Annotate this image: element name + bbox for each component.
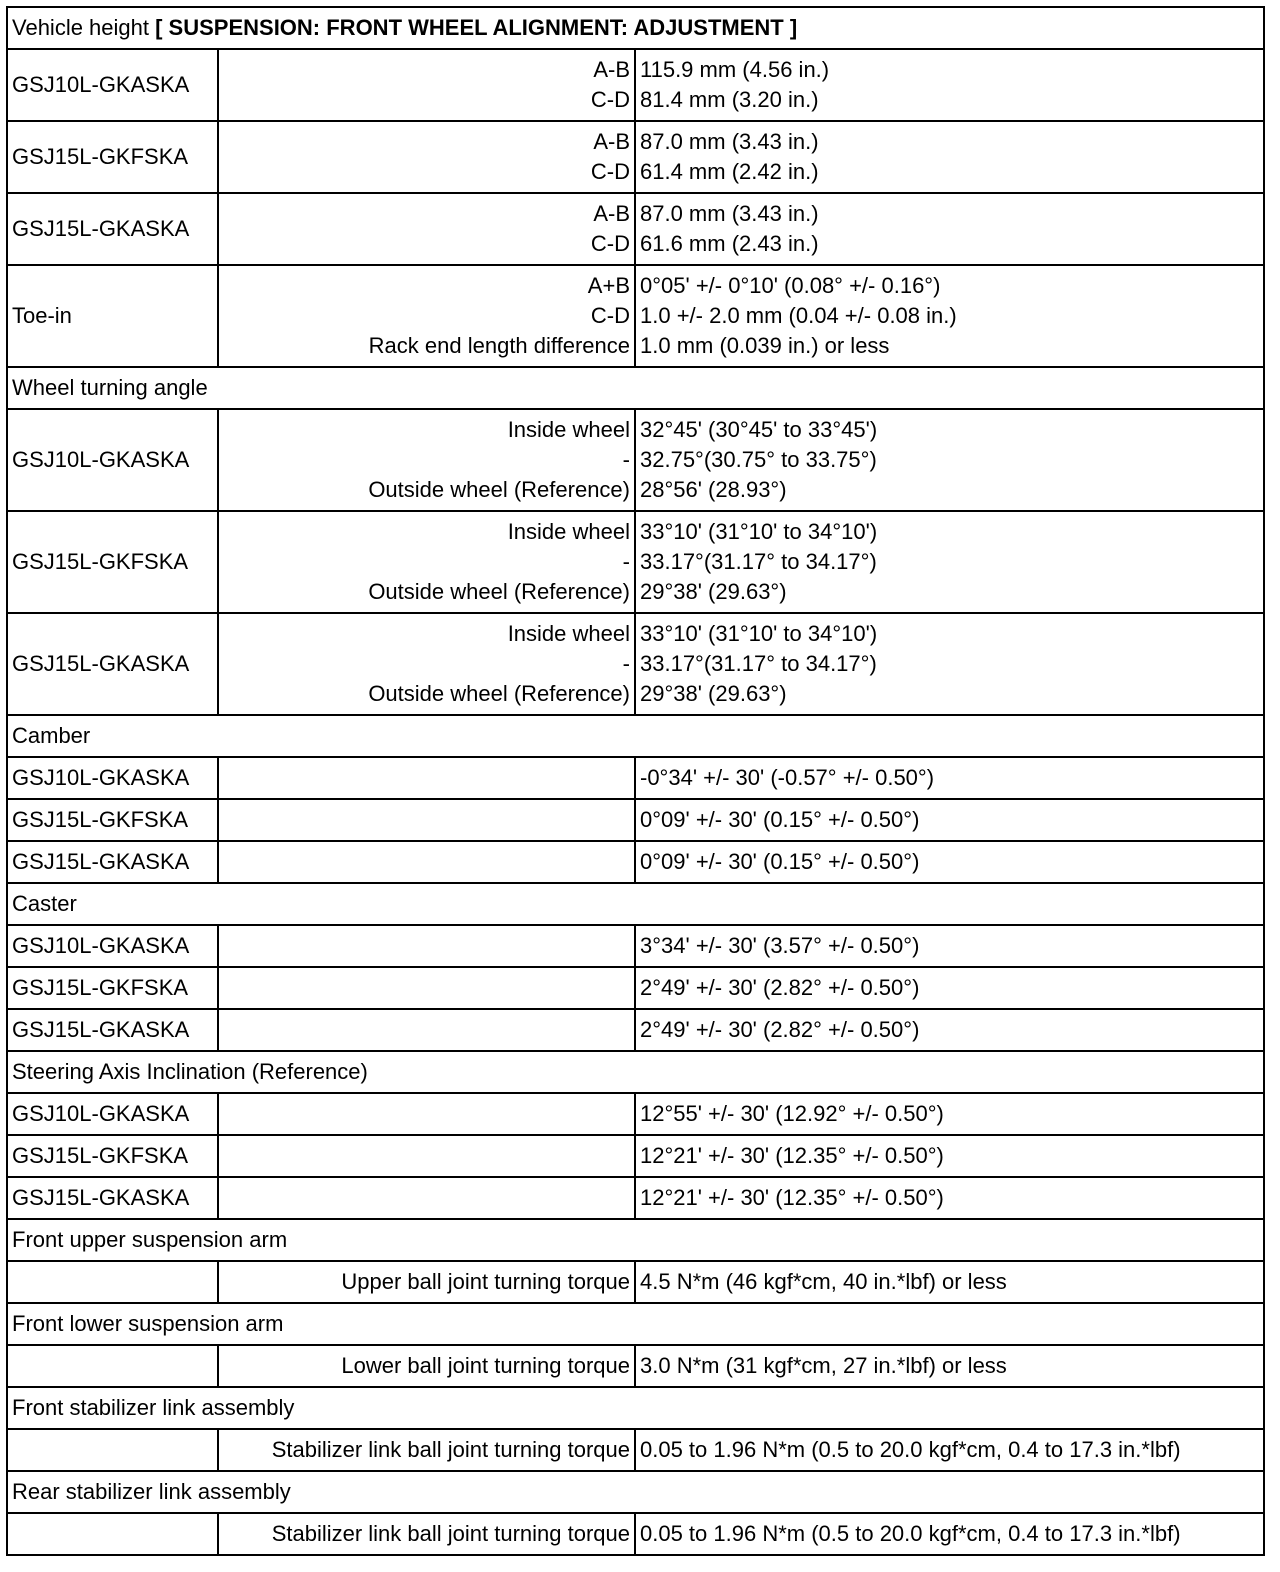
value-cell: 2°49' +/- 30' (2.82° +/- 0.50°) [635,967,1264,1009]
label-line: Inside wheel [507,519,630,544]
value-line: 33.17°(31.17° to 34.17°) [640,549,877,574]
value-line: 61.6 mm (2.43 in.) [640,231,819,256]
model-cell: GSJ15L-GKASKA [7,613,218,715]
section-heading: Rear stabilizer link assembly [7,1471,1264,1513]
value-cell: 0°09' +/- 30' (0.15° +/- 0.50°) [635,799,1264,841]
model-cell [7,1261,218,1303]
table-row [7,1093,1264,1135]
model-cell: GSJ10L-GKASKA [7,409,218,511]
label-cell: Stabilizer link ball joint turning torque [218,1513,635,1555]
model-cell: GSJ15L-GKFSKA [7,121,218,193]
value-line: 87.0 mm (3.43 in.) [640,201,819,226]
table-row [7,1177,1264,1219]
value-cell [635,193,1264,265]
section-heading: Steering Axis Inclination (Reference) [7,1051,1264,1093]
label-cell [218,409,635,511]
section-heading: Front lower suspension arm [7,1303,1264,1345]
table-row [7,967,1264,1009]
label-cell [218,265,635,367]
table-row [7,409,1264,511]
label-cell [218,1093,635,1135]
value-line: 81.4 mm (3.20 in.) [640,87,819,112]
table-row [7,799,1264,841]
value-line: 61.4 mm (2.42 in.) [640,159,819,184]
value-cell: 3°34' +/- 30' (3.57° +/- 0.50°) [635,925,1264,967]
value-line: 29°38' (29.63°) [640,681,787,706]
value-line: 32°45' (30°45' to 33°45') [640,417,878,442]
label-cell: Stabilizer link ball joint turning torque [218,1429,635,1471]
label-line: A+B [587,273,630,298]
value-line: 87.0 mm (3.43 in.) [640,129,819,154]
table-row [7,511,1264,613]
model-cell: GSJ10L-GKASKA [7,49,218,121]
model-cell [7,1345,218,1387]
label-cell [218,757,635,799]
value-cell: 0°09' +/- 30' (0.15° +/- 0.50°) [635,841,1264,883]
section-row [7,1303,1264,1345]
label-cell [218,49,635,121]
label-cell [218,1135,635,1177]
table-row [7,757,1264,799]
value-cell [635,121,1264,193]
label-line: A-B [593,201,630,226]
value-line: 29°38' (29.63°) [640,579,787,604]
label-line: - [622,549,630,574]
model-cell: GSJ15L-GKASKA [7,1177,218,1219]
value-line: 32.75°(30.75° to 33.75°) [640,447,877,472]
value-cell [635,613,1264,715]
table-row [7,1345,1264,1387]
section-heading: Front stabilizer link assembly [7,1387,1264,1429]
table-row [7,1513,1264,1555]
spec-table [6,6,1265,1556]
label-cell [218,511,635,613]
model-cell: GSJ10L-GKASKA [7,757,218,799]
model-cell [7,1429,218,1471]
value-cell [635,511,1264,613]
label-cell [218,799,635,841]
section-row [7,1219,1264,1261]
label-cell: Lower ball joint turning torque [218,1345,635,1387]
model-cell: GSJ15L-GKASKA [7,193,218,265]
label-line: Outside wheel (Reference) [368,681,630,706]
value-line: 33°10' (31°10' to 34°10') [640,621,878,646]
section-row [7,883,1264,925]
value-cell: 12°21' +/- 30' (12.35° +/- 0.50°) [635,1177,1264,1219]
label-cell [218,925,635,967]
title-row [7,7,1264,49]
label-cell [218,1009,635,1051]
section-heading: Front upper suspension arm [7,1219,1264,1261]
model-cell: GSJ10L-GKASKA [7,925,218,967]
label-line: C-D [590,231,630,256]
table-row [7,265,1264,367]
section-heading: Caster [7,883,1264,925]
label-cell [218,1177,635,1219]
value-line: 33°10' (31°10' to 34°10') [640,519,878,544]
table-title [7,7,1264,49]
model-cell [7,1513,218,1555]
section-heading: Camber [7,715,1264,757]
value-cell: 0.05 to 1.96 N*m (0.5 to 20.0 kgf*cm, 0.4 to 17.3 in.*lbf) [635,1513,1264,1555]
table-row [7,49,1264,121]
label-line: Rack end length difference [368,333,630,358]
value-cell [635,265,1264,367]
label-line: A-B [593,57,630,82]
label-line: Outside wheel (Reference) [368,477,630,502]
model-cell: GSJ15L-GKASKA [7,1009,218,1051]
section-heading: Wheel turning angle [7,367,1264,409]
model-cell: Toe-in [7,265,218,367]
table-row [7,121,1264,193]
label-line: A-B [593,129,630,154]
label-line: Inside wheel [507,417,630,442]
label-cell [218,121,635,193]
value-cell: 4.5 N*m (46 kgf*cm, 40 in.*lbf) or less [635,1261,1264,1303]
label-line: C-D [590,303,630,328]
section-row [7,1051,1264,1093]
table-row [7,613,1264,715]
model-cell: GSJ10L-GKASKA [7,1093,218,1135]
value-cell: 12°55' +/- 30' (12.92° +/- 0.50°) [635,1093,1264,1135]
table-row [7,925,1264,967]
table-row [7,1009,1264,1051]
title-prefix: Vehicle height [12,15,156,40]
value-line: 115.9 mm (4.56 in.) [640,57,830,82]
model-cell: GSJ15L-GKFSKA [7,511,218,613]
value-line: 33.17°(31.17° to 34.17°) [640,651,877,676]
label-line: - [622,447,630,472]
table-row [7,193,1264,265]
value-cell [635,49,1264,121]
model-cell: GSJ15L-GKASKA [7,841,218,883]
value-cell: -0°34' +/- 30' (-0.57° +/- 0.50°) [635,757,1264,799]
section-row [7,1471,1264,1513]
label-cell [218,613,635,715]
label-cell: Upper ball joint turning torque [218,1261,635,1303]
label-line: C-D [590,87,630,112]
value-line: 0°05' +/- 0°10' (0.08° +/- 0.16°) [640,273,941,298]
model-cell: GSJ15L-GKFSKA [7,799,218,841]
section-row [7,715,1264,757]
label-line: - [622,651,630,676]
value-cell: 12°21' +/- 30' (12.35° +/- 0.50°) [635,1135,1264,1177]
title-bold: [ SUSPENSION: FRONT WHEEL ALIGNMENT: ADJUSTMENT ] [155,15,798,40]
label-line: C-D [590,159,630,184]
value-line: 1.0 +/- 2.0 mm (0.04 +/- 0.08 in.) [640,303,957,328]
table-row [7,1429,1264,1471]
label-line: Outside wheel (Reference) [368,579,630,604]
label-cell [218,967,635,1009]
section-row [7,367,1264,409]
table-row [7,1261,1264,1303]
table-row [7,841,1264,883]
value-line: 1.0 mm (0.039 in.) or less [640,333,890,358]
label-line: Inside wheel [507,621,630,646]
table-row [7,1135,1264,1177]
model-cell: GSJ15L-GKFSKA [7,967,218,1009]
value-cell [635,409,1264,511]
value-cell: 3.0 N*m (31 kgf*cm, 27 in.*lbf) or less [635,1345,1264,1387]
value-cell: 0.05 to 1.96 N*m (0.5 to 20.0 kgf*cm, 0.4 to 17.3 in.*lbf) [635,1429,1264,1471]
label-cell [218,841,635,883]
model-cell: GSJ15L-GKFSKA [7,1135,218,1177]
label-cell [218,193,635,265]
value-line: 28°56' (28.93°) [640,477,787,502]
value-cell: 2°49' +/- 30' (2.82° +/- 0.50°) [635,1009,1264,1051]
section-row [7,1387,1264,1429]
